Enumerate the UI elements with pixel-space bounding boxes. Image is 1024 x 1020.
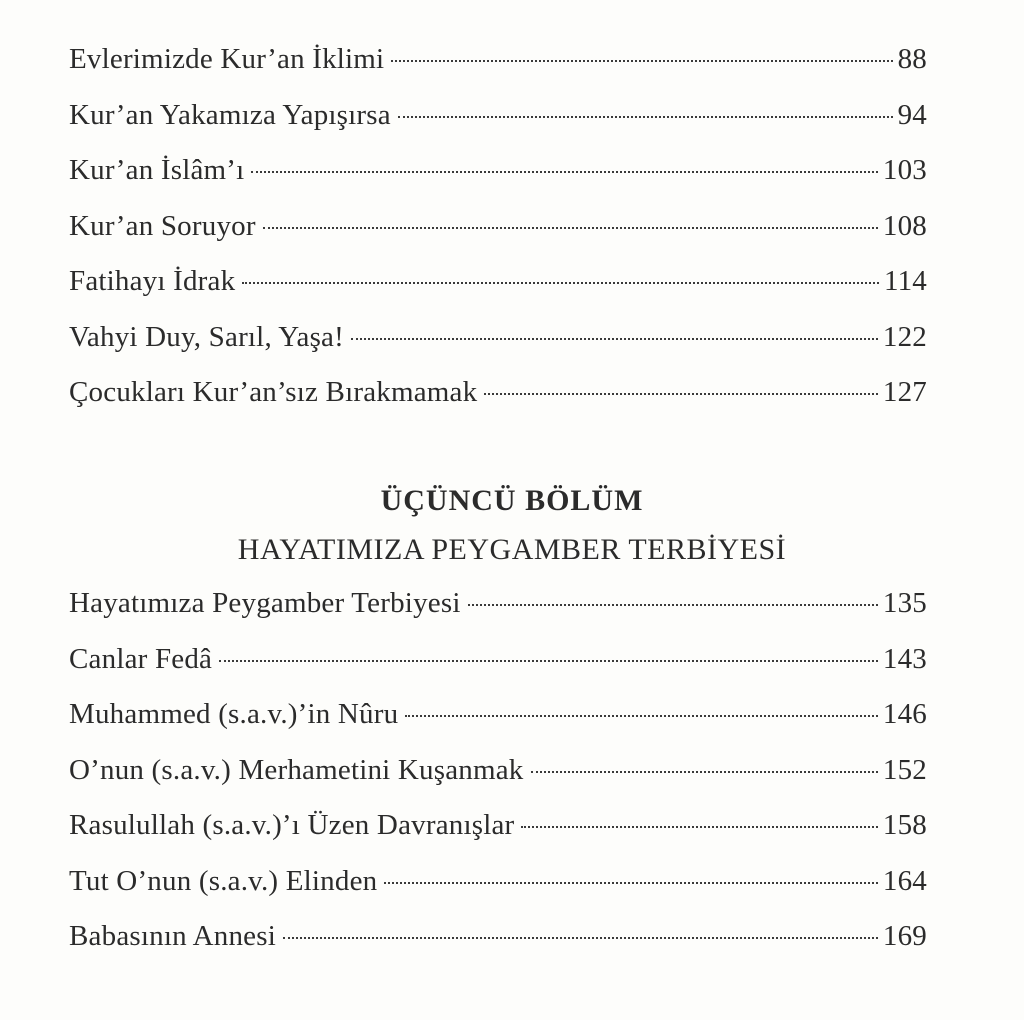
toc-entry [69, 698, 927, 754]
toc-entry-page: 135 [882, 587, 927, 619]
toc-entry-title: Vahyi Duy, Sarıl, Yaşa! [69, 320, 344, 353]
dot-leader [384, 882, 878, 884]
toc-entry-title: Fatihayı İdrak [69, 265, 236, 297]
dot-leader [242, 282, 879, 284]
toc-entry [69, 210, 927, 266]
dot-leader [351, 338, 878, 340]
toc-entry-title: Hayatımıza Peygamber Terbiyesi [69, 587, 461, 619]
toc-entry-title: O’nun (s.a.v.) Merhametini Kuşanmak [69, 753, 524, 786]
toc-entry-page: 88 [897, 43, 927, 75]
toc-entry [69, 321, 927, 377]
toc-entry [69, 376, 927, 432]
section-title: HAYATIMIZA PEYGAMBER TERBİYESİ [237, 533, 787, 566]
toc-list-part2 [69, 587, 927, 976]
toc-entry-title: Tut O’nun (s.a.v.) Elinden [69, 864, 378, 897]
toc-entry-page: 94 [897, 98, 927, 131]
toc-entry-title: Kur’an Soruyor [69, 209, 256, 242]
toc-entry-page: 158 [882, 809, 927, 841]
toc-entry-page: 108 [882, 209, 927, 242]
toc-entry-page: 103 [882, 154, 927, 186]
toc-entry-title: Rasulullah (s.a.v.)’ı Üzen Davranışlar [69, 809, 515, 841]
toc-entry-title: Kur’an Yakamıza Yapışırsa [69, 98, 391, 131]
dot-leader [484, 393, 878, 395]
toc-entry-page: 152 [882, 753, 927, 786]
toc-entry [69, 99, 927, 155]
toc-entry [69, 265, 927, 321]
toc-entry [69, 865, 927, 921]
dot-leader [521, 826, 877, 828]
toc-entry-title: Muhammed (s.a.v.)’in Nûru [69, 698, 399, 730]
toc-entry [69, 154, 927, 210]
toc-entry [69, 754, 927, 810]
dot-leader [398, 116, 893, 118]
dot-leader [391, 60, 892, 62]
dot-leader [251, 171, 877, 173]
toc-entry [69, 643, 927, 699]
dot-leader [468, 604, 878, 606]
dot-leader [531, 771, 878, 773]
toc-entry-title: Evlerimizde Kur’an İklimi [69, 43, 385, 75]
toc-entry-title: Babasının Annesi [69, 920, 276, 952]
toc-entry-page: 122 [882, 320, 927, 353]
toc-entry-title: Çocukları Kur’an’sız Bırakmamak [69, 376, 478, 408]
toc-entry-page: 143 [882, 642, 927, 675]
section-label: ÜÇÜNCÜ BÖLÜM [380, 484, 644, 517]
toc-entry [69, 920, 927, 976]
dot-leader [263, 227, 878, 229]
dot-leader [283, 937, 878, 939]
toc-entry-page: 127 [882, 376, 927, 408]
toc-entry-title: Kur’an İslâm’ı [69, 154, 245, 186]
toc-entry [69, 43, 927, 99]
toc-list-part1 [69, 43, 927, 432]
dot-leader [219, 660, 878, 662]
toc-entry-title: Canlar Fedâ [69, 642, 213, 675]
toc-entry [69, 809, 927, 865]
toc-entry-page: 146 [882, 698, 927, 730]
toc-entry-page: 164 [882, 864, 927, 897]
toc-entry-page: 114 [883, 265, 927, 297]
toc-entry [69, 587, 927, 643]
dot-leader [405, 715, 878, 717]
toc-entry-page: 169 [882, 920, 927, 952]
